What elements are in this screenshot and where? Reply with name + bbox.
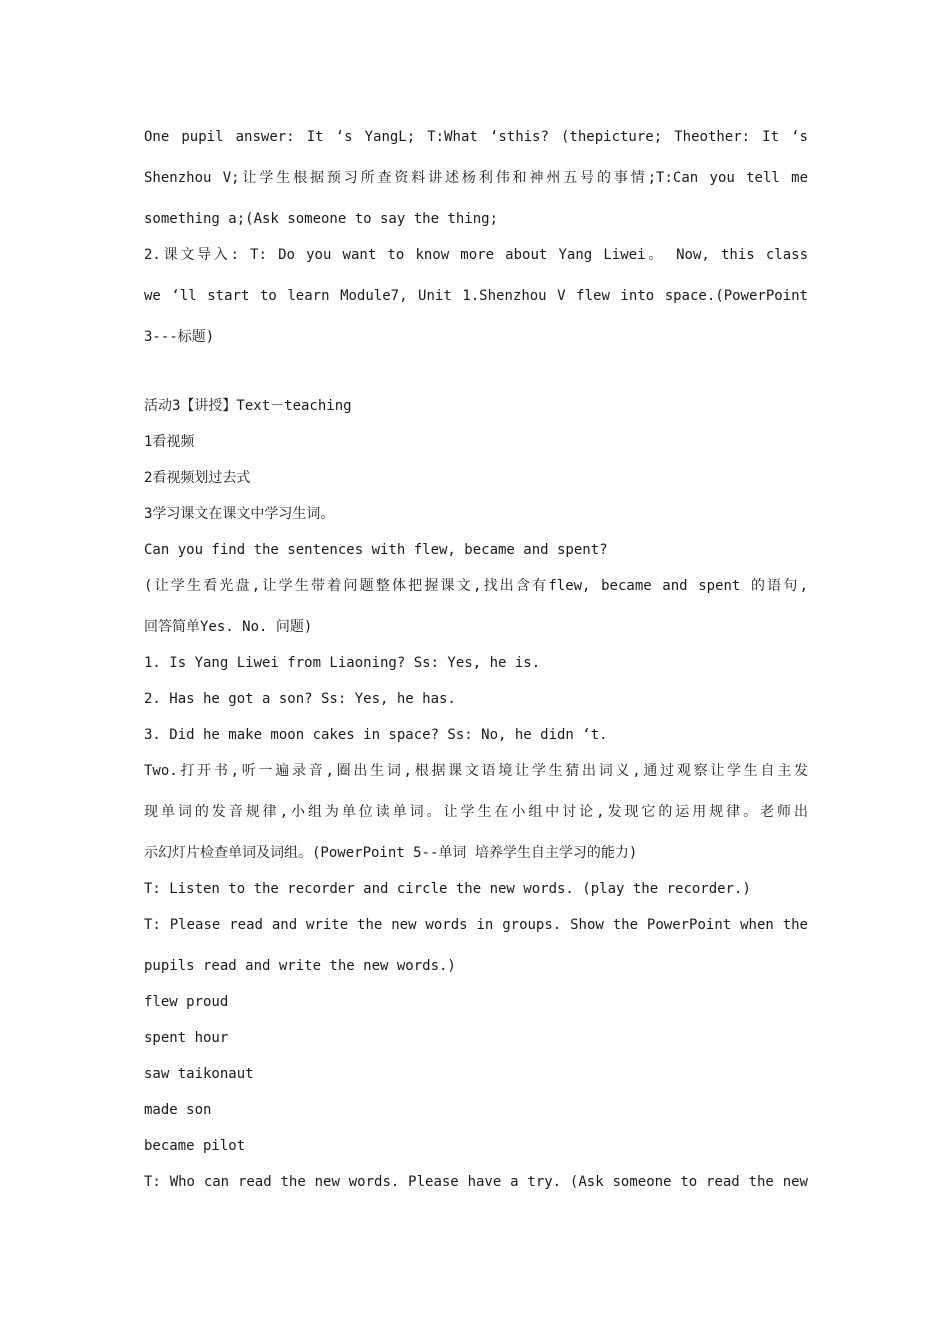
text-line: 3学习课文在课文中学习生词。 [144, 506, 335, 522]
text-line: T: Please read and write the new words in groups. Show the PowerPoint when the [144, 917, 808, 933]
text-line: One pupil answer: It ‘s YangL; T:What ‘sthis? (thepicture; Theother: It ‘s [144, 129, 808, 145]
word-pair: flew proud [144, 994, 229, 1010]
text-line: 现单词的发音规律,小组为单位读单词。让学生在小组中讨论,发现它的运用规律。老师出 [144, 804, 808, 820]
text-line: T: Who can read the new words. Please have a try. (Ask someone to read the new [144, 1174, 808, 1190]
word-pair: saw taikonaut [144, 1066, 254, 1082]
question-item: 2. Has he got a son? Ss: Yes, he has. [144, 691, 456, 707]
text-line: T: Listen to the recorder and circle the new words. (play the recorder.) [144, 881, 751, 897]
text-line: we ‘ll start to learn Module7, Unit 1.Shenzhou V flew into space.(PowerPoint [144, 288, 808, 304]
text-line: 回答简单Yes. No. 问题) [144, 619, 313, 635]
text-line: Shenzhou V;让学生根据预习所查资料讲述杨利伟和神州五号的事情;T:Can you tell me [144, 170, 808, 186]
text-line: 2看视频划过去式 [144, 470, 251, 486]
word-pair: became pilot [144, 1138, 246, 1154]
section-heading: 活动3【讲授】Text－teaching [144, 398, 352, 414]
text-line: 3---标题) [144, 329, 215, 345]
text-line: Two.打开书,听一遍录音,圈出生词,根据课文语境让学生猜出词义,通过观察让学生自主发 [144, 763, 808, 779]
text-line: 示幻灯片检查单词及词组。(PowerPoint 5--单词 培养学生自主学习的能力) [144, 845, 638, 861]
text-line: pupils read and write the new words.) [144, 958, 456, 974]
word-pair: made son [144, 1102, 212, 1118]
word-pair: spent hour [144, 1030, 229, 1046]
question-item: 3. Did he make moon cakes in space? Ss: No, he didn ‘t. [144, 727, 608, 743]
text-line: Can you find the sentences with flew, became and spent? [144, 542, 608, 558]
text-line: something a;(Ask someone to say the thing; [144, 211, 499, 227]
text-line: 1看视频 [144, 434, 195, 450]
question-item: 1. Is Yang Liwei from Liaoning? Ss: Yes, he is. [144, 655, 541, 671]
text-line: 2.课文导入: T: Do you want to know more about Yang Liwei。 Now, this class [144, 247, 808, 263]
text-line: (让学生看光盘,让学生带着问题整体把握课文,找出含有flew, became and spent 的语句, [144, 578, 808, 594]
